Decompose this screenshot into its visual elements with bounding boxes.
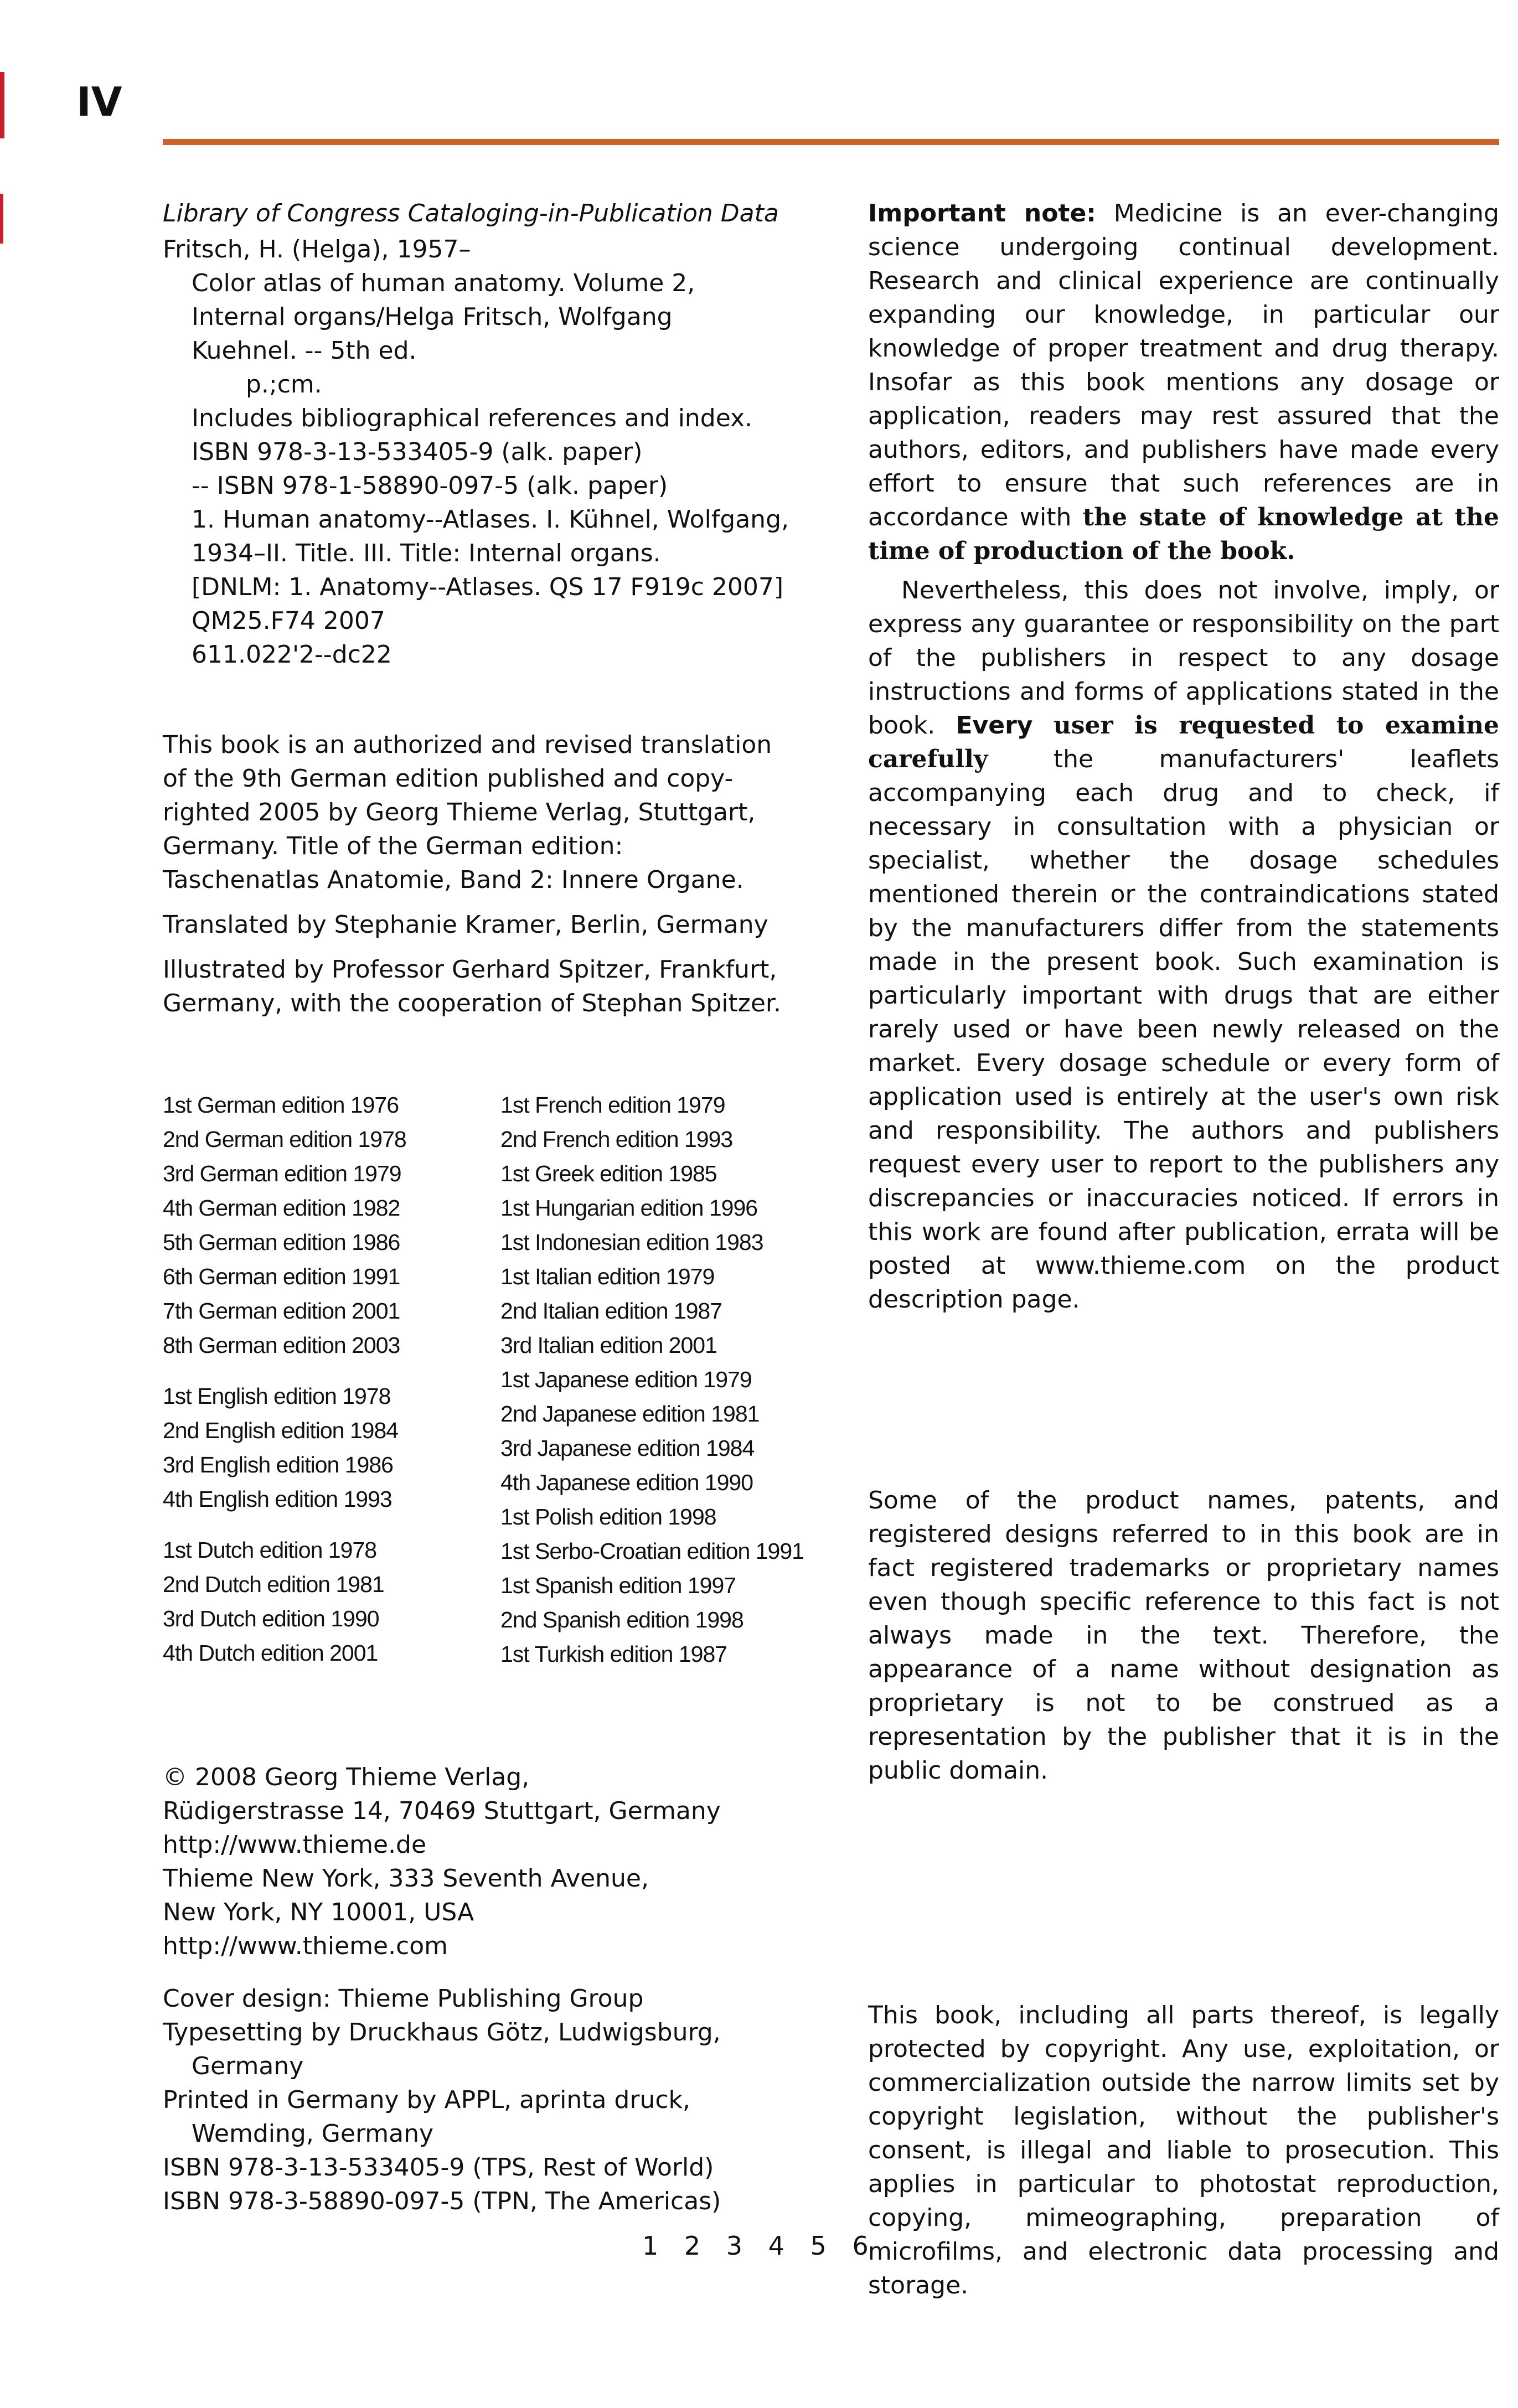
page-number: IV (76, 79, 122, 125)
cip-detail: [DNLM: 1. Anatomy--Atlases. QS 17 F919c 2007] (192, 573, 784, 601)
important-note-text: Medicine is an ever-changing science undergoing continual development. Research and clinical experience are continually expanding our knowledge, in particular our knowledge of proper treatment and drug therapy. Insofar as this book mentions any dosage or application, readers may rest assured that the authors, editors, and publishers have made every effort to ensure that such references are in accordance with (868, 199, 1499, 531)
edition-item: 5th German edition 1986 (163, 1229, 400, 1255)
translation-line: Germany. Title of the German edition: (163, 832, 623, 860)
illustrator-credit: Germany, with the cooperation of Stephan Spitzer. (163, 989, 781, 1017)
translation-line: Taschenatlas Anatomie, Band 2: Innere Organe. (163, 866, 744, 894)
edition-item: 2nd Dutch edition 1981 (163, 1572, 384, 1597)
cip-detail: ISBN 978-3-13-533405-9 (alk. paper) (192, 438, 643, 466)
cip-detail: 611.022'2--dc22 (192, 640, 392, 669)
cip-detail: -- ISBN 978-1-58890-097-5 (alk. paper) (192, 472, 668, 500)
edition-item: 1st Serbo-Croatian edition 1991 (500, 1538, 804, 1564)
edition-item: 3rd German edition 1979 (163, 1161, 401, 1186)
edition-item: 4th Dutch edition 2001 (163, 1640, 378, 1666)
left-column (163, 197, 805, 1020)
edition-item: 2nd French edition 1993 (500, 1127, 733, 1152)
copyright-block (868, 1998, 1499, 2302)
publisher-line: Rüdigerstrasse 14, 70469 Stuttgart, Germany (163, 1797, 721, 1825)
cip-detail: 1934–II. Title. III. Title: Internal organs. (192, 539, 661, 567)
edition-item: 1st French edition 1979 (500, 1092, 725, 1118)
edition-item: 1st Italian edition 1979 (500, 1264, 715, 1289)
trademarks-block (868, 1484, 1499, 1787)
editions-right-column (500, 1088, 804, 1671)
important-note-emphasis: the state of knowledge at the time of production of the book. (868, 503, 1499, 565)
cip-heading: Library of Congress Cataloging-in-Publication Data (163, 199, 779, 228)
edge-mark-mid (0, 194, 3, 244)
edge-mark-top (0, 72, 4, 138)
translation-line: This book is an authorized and revised translation (163, 731, 772, 759)
translation-line: righted 2005 by Georg Thieme Verlag, Stuttgart, (163, 798, 756, 826)
user-warning-emphasis-cont: user is requested to examine carefully (868, 711, 1499, 773)
trademarks-paragraph: Some of the product names, patents, and registered designs referred to in this book are in fact registered trademarks or proprietary names even though specific reference to this fact is not always made in the text. Therefore, the appearance of a name without designation as proprietary is not to be construed as a representation by the publisher that it is in the public domain. (868, 1486, 1499, 1785)
edition-item: 3rd Dutch edition 1990 (163, 1606, 379, 1631)
edition-item: 7th German edition 2001 (163, 1298, 400, 1324)
edition-item: 8th German edition 2003 (163, 1332, 400, 1358)
edition-item: 2nd English edition 1984 (163, 1418, 399, 1443)
typesetting-credit: Typesetting by Druckhaus Götz, Ludwigsburg, (163, 2018, 721, 2047)
isbn-line: ISBN 978-3-13-533405-9 (TPS, Rest of World) (163, 2153, 714, 2182)
printer-credit-cont: Wemding, Germany (192, 2120, 434, 2148)
cip-detail: Includes bibliographical references and index. (192, 404, 753, 432)
edition-item: 3rd Italian edition 2001 (500, 1332, 717, 1358)
illustrator-credit: Illustrated by Professor Gerhard Spitzer, Frankfurt, (163, 955, 777, 984)
edition-item: 1st Dutch edition 1978 (163, 1537, 376, 1563)
header-rule (163, 139, 1499, 145)
printing-line: 1 2 3 4 5 6 (642, 2231, 877, 2261)
cip-pagination: p.;cm. (246, 370, 322, 399)
translator-credit: Translated by Stephanie Kramer, Berlin, Germany (163, 911, 768, 939)
cip-title-line: Kuehnel. -- 5th ed. (192, 337, 417, 365)
edition-item: 1st Hungarian edition 1996 (500, 1195, 758, 1221)
user-warning-emphasis: Every (956, 711, 1033, 740)
edition-item: 2nd German edition 1978 (163, 1127, 406, 1152)
editions-left-column (163, 1088, 406, 1670)
edition-item: 1st Japanese edition 1979 (500, 1367, 752, 1392)
edition-item: 4th Japanese edition 1990 (500, 1470, 753, 1495)
edition-item: 3rd Japanese edition 1984 (500, 1435, 755, 1461)
edition-item: 4th German edition 1982 (163, 1195, 400, 1221)
cip-detail: 1. Human anatomy--Atlases. I. Kühnel, Wolfgang, (192, 505, 789, 534)
cip-author: Fritsch, H. (Helga), 1957– (163, 235, 471, 263)
edition-item: 2nd Italian edition 1987 (500, 1298, 722, 1324)
edition-item: 1st German edition 1976 (163, 1092, 399, 1118)
copyright-paragraph: This book, including all parts thereof, is legally protected by copyright. Any use, exploitation, or commercialization outside the narrow limits set by copyright legislation, without the publisher's consent, is illegal and liable to prosecution. This applies in particular to photostat reproduction, copying, mimeographing, preparation of microfilms, and electronic data processing and storage. (868, 2001, 1499, 2300)
publisher-url[interactable]: http://www.thieme.de (163, 1831, 427, 1859)
publisher-line: Thieme New York, 333 Seventh Avenue, (163, 1864, 649, 1893)
nevertheless-rest: the manufacturers' leaflets accompanying each drug and to check, if necessary in consultation with a physician or specialist, whether the dosage schedules mentioned therein or the contraindications stated by the manufacturers differ from the statements made in the present book. Such examination is particularly important with drugs that are either rarely used or have been newly released on the market. Every dosage schedule or every form of application used is entirely at the user's own risk and responsibility. The authors and publishers request every user to report to the publishers any discrepancies or inaccuracies noticed. If errors in this work are found after publication, errata will be posted at www.thieme.com on the product description page. (868, 745, 1499, 1314)
edition-item: 1st Greek edition 1985 (500, 1161, 717, 1186)
production-block (163, 1982, 827, 2218)
publisher-block (163, 1760, 827, 1963)
publisher-line: New York, NY 10001, USA (163, 1898, 474, 1926)
nevertheless-text: Nevertheless, this does not involve, imply, or express any guarantee or responsibility on the part of the publishers in respect to any dosage instructions and forms of applications stated in the book. (868, 576, 1499, 740)
edition-item: 1st Indonesian edition 1983 (500, 1229, 763, 1255)
translation-line: of the 9th German edition published and copy- (163, 764, 734, 793)
cip-title-line: Internal organs/Helga Fritsch, Wolfgang (192, 303, 673, 331)
right-column (868, 197, 1499, 1316)
cover-credit: Cover design: Thieme Publishing Group (163, 1985, 644, 2013)
edition-item: 1st Spanish edition 1997 (500, 1573, 736, 1598)
edition-item: 1st English edition 1978 (163, 1383, 391, 1409)
typesetting-credit-cont: Germany (192, 2052, 304, 2080)
edition-item: 6th German edition 1991 (163, 1264, 400, 1289)
publisher-url[interactable]: http://www.thieme.com (163, 1932, 448, 1960)
cip-detail: QM25.F74 2007 (192, 607, 385, 635)
isbn-line: ISBN 978-3-58890-097-5 (TPN, The Americas) (163, 2187, 721, 2215)
publisher-line: © 2008 Georg Thieme Verlag, (163, 1763, 530, 1791)
important-note-label: Important note: (868, 199, 1096, 228)
nevertheless-paragraph (868, 573, 1499, 1316)
edition-item: 3rd English edition 1986 (163, 1452, 393, 1477)
important-note-paragraph (868, 197, 1499, 568)
printer-credit: Printed in Germany by APPL, aprinta druck, (163, 2086, 690, 2114)
edition-item: 2nd Spanish edition 1998 (500, 1607, 743, 1632)
cip-title-line: Color atlas of human anatomy. Volume 2, (192, 269, 695, 297)
edition-item: 1st Turkish edition 1987 (500, 1641, 727, 1667)
edition-item: 4th English edition 1993 (163, 1486, 392, 1512)
edition-item: 2nd Japanese edition 1981 (500, 1401, 760, 1427)
edition-item: 1st Polish edition 1998 (500, 1504, 716, 1529)
